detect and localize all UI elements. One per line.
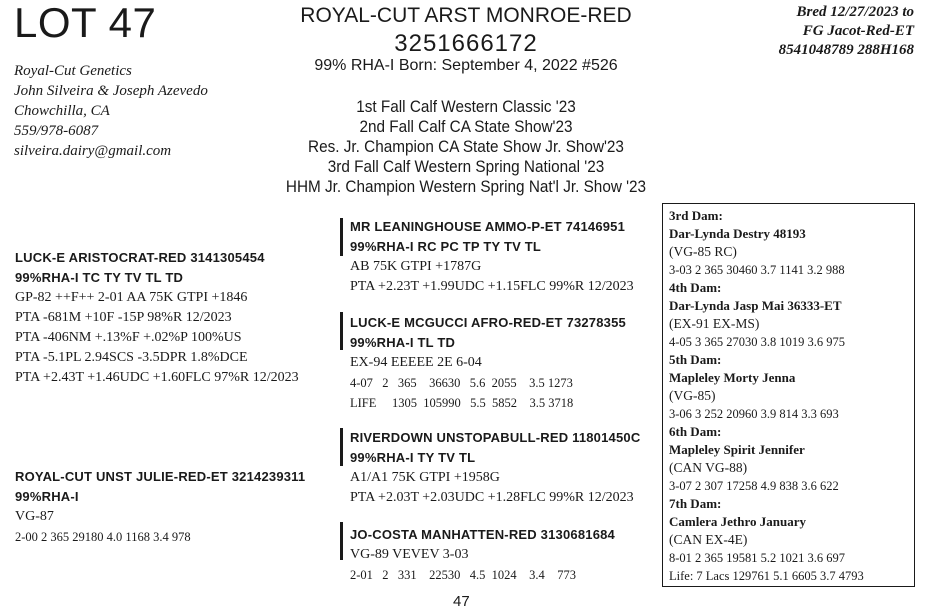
owner-names: John Silveira & Joseph Azevedo	[14, 83, 208, 99]
sire-dam-life: LIFE 1305 105990 5.5 5852 3.5 3718	[350, 396, 574, 410]
sire-dam-record: 4-07 2 365 36630 5.6 2055 3.5 1273	[350, 376, 573, 390]
sire-sire-block	[350, 217, 634, 297]
dam-sire-name: RIVERDOWN UNSTOPABULL-RED 11801450C	[350, 430, 641, 445]
sire-dam-code: 99%RHA-I TL TD	[350, 335, 456, 350]
bracket-bar-sire-dam	[340, 312, 343, 350]
sire-sire-line: AB 75K GTPI +1787G	[350, 259, 482, 274]
dam-record: 3-07 2 307 17258 4.9 838 3.6 622	[669, 479, 839, 493]
award-item: 1st Fall Calf Western Classic '23	[356, 97, 576, 116]
sire-dam-name: LUCK-E MCGUCCI AFRO-RED-ET 73278355	[350, 315, 626, 330]
dam-name: ROYAL-CUT UNST JULIE-RED-ET 3214239311	[15, 469, 306, 484]
sire-code: 99%RHA-I TC TY TV TL TD	[15, 270, 184, 285]
dam-sire-block	[350, 428, 640, 508]
bracket-bar-sire-sire	[340, 218, 343, 256]
dam-classification: (EX-91 EX-MS)	[669, 316, 760, 331]
dam-classification: (VG-85)	[669, 388, 716, 403]
dam-block	[15, 467, 305, 547]
lot-number: LOT 47	[14, 0, 157, 46]
bracket-bar-dam-dam	[340, 522, 343, 560]
sire-name: LUCK-E ARISTOCRAT-RED 3141305454	[15, 250, 265, 265]
dam-sire-code: 99%RHA-I TY TV TL	[350, 450, 476, 465]
dam-record: 3-03 2 365 30460 3.7 1141 3.2 988	[669, 263, 845, 277]
dam-name: Dar-Lynda Destry 48193	[669, 226, 806, 241]
award-item: 3rd Fall Calf Western Spring National '23	[327, 157, 605, 176]
sire-dam-block	[350, 313, 626, 413]
sire-line: GP-82 ++F++ 2-01 AA 75K GTPI +1846	[15, 290, 248, 305]
sire-sire-name: MR LEANINGHOUSE AMMO-P-ET 74146951	[350, 219, 626, 234]
dam-record: 8-01 2 365 19581 5.2 1021 3.6 697	[669, 551, 846, 565]
owner-city: Chowchilla, CA	[14, 103, 110, 119]
owner-farm: Royal-Cut Genetics	[14, 63, 132, 79]
page-number: 47	[453, 593, 470, 610]
dam-record: 2-00 2 365 29180 4.0 1168 3.4 978	[15, 530, 191, 544]
animal-registration: 3251666172	[394, 30, 538, 57]
dam-dam-record: 2-01 2 331 22530 4.5 1024 3.4 773	[350, 568, 577, 582]
dam-sire-line: A1/A1 75K GTPI +1958G	[350, 470, 500, 485]
owner-email: silveira.dairy@gmail.com	[14, 143, 172, 159]
dam-label: 5th Dam:	[669, 352, 722, 367]
animal-name: ROYAL-CUT ARST MONROE-RED	[300, 4, 632, 27]
dam-dam-line: VG-89 VEVEV 3-03	[350, 547, 469, 562]
award-item: Res. Jr. Champion CA State Show Jr. Show'23	[308, 137, 624, 156]
award-item: HHM Jr. Champion Western Spring Nat'l Jr. Show '23	[285, 177, 647, 196]
dam-record: 4-05 3 365 27030 3.8 1019 3.6 975	[669, 335, 846, 349]
owner-phone: 559/978-6087	[14, 123, 99, 139]
dam-label: 4th Dam:	[669, 280, 722, 295]
dam-lineage-box	[662, 203, 915, 587]
sire-line: PTA -406NM +.13%F +.02%P 100%US	[15, 330, 242, 345]
sire-line: PTA -5.1PL 2.94SCS -3.5DPR 1.8%DCE	[15, 350, 248, 365]
dam-name: Dar-Lynda Jasp Mai 36333-ET	[669, 298, 842, 313]
awards-list	[283, 97, 648, 197]
bred-date: Bred 12/27/2023 to	[796, 4, 914, 20]
sire-line: PTA -681M +10F -15P 98%R 12/2023	[15, 310, 232, 325]
dam-classification: (CAN VG-88)	[669, 460, 748, 475]
bracket-bar-dam-sire	[340, 428, 343, 466]
dam-label: 6th Dam:	[669, 424, 722, 439]
dam-dam-name: JO-COSTA MANHATTEN-RED 3130681684	[350, 527, 615, 542]
sire-sire-code: 99%RHA-I RC PC TP TY TV TL	[350, 239, 542, 254]
dam-name: Camlera Jethro January	[669, 514, 806, 529]
dam-dam-block	[350, 525, 615, 585]
lifetime-record: Life: 7 Lacs 129761 5.1 6605 3.7 4793	[669, 569, 864, 583]
dam-record: 3-06 3 252 20960 3.9 814 3.3 693	[669, 407, 839, 421]
bred-sire: FG Jacot-Red-ET	[802, 23, 914, 39]
dam-classification: (CAN EX-4E)	[669, 532, 748, 547]
dam-name: Mapleley Morty Jenna	[669, 370, 796, 385]
dam-label: 7th Dam:	[669, 496, 722, 511]
owner-block	[14, 61, 208, 161]
dam-sire-line: PTA +2.03T +2.03UDC +1.28FLC 99%R 12/2023	[350, 490, 634, 505]
dam-label: 3rd Dam:	[669, 208, 723, 223]
dam-code: 99%RHA-I	[15, 489, 79, 504]
sire-sire-line: PTA +2.23T +1.99UDC +1.15FLC 99%R 12/2023	[350, 279, 634, 294]
bred-info	[779, 3, 914, 60]
dam-name: Mapleley Spirit Jennifer	[669, 442, 805, 457]
award-item: 2nd Fall Calf CA State Show'23	[359, 117, 573, 136]
dam-class: VG-87	[15, 509, 54, 524]
bred-sire-code: 8541048789 288H168	[778, 42, 914, 58]
sire-line: PTA +2.43T +1.46UDC +1.60FLC 97%R 12/2023	[15, 370, 299, 385]
sire-block	[15, 248, 299, 388]
sire-dam-line: EX-94 EEEEE 2E 6-04	[350, 355, 482, 370]
animal-born-line: 99% RHA-I Born: September 4, 2022 #526	[314, 57, 618, 74]
dam-classification: (VG-85 RC)	[669, 244, 737, 259]
